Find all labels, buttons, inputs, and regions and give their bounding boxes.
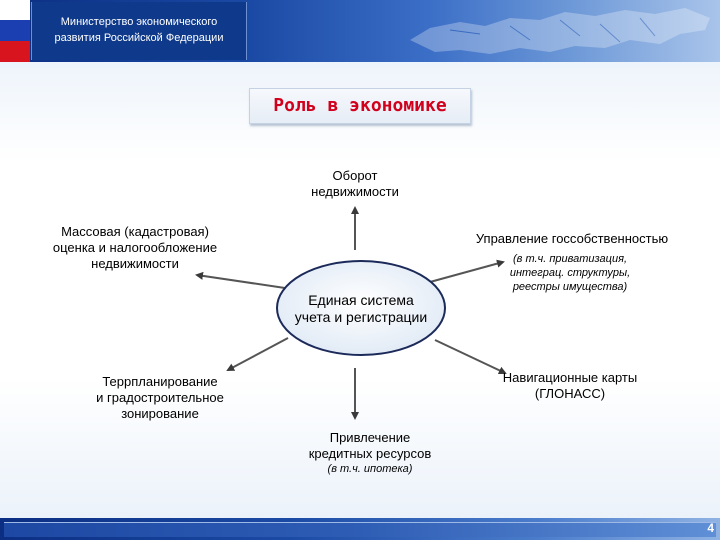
node-upper-right-note	[470, 252, 670, 294]
node-bottom-line1: Привлечение	[329, 430, 411, 445]
node-upper-right-title: Управление госсобственностью	[475, 231, 669, 246]
ministry-name-line2: развития Российской Федерации	[54, 32, 224, 44]
node-upper-left-line1: Массовая (кадастровая)	[61, 224, 209, 239]
center-line2: учета и регистрации	[294, 309, 428, 325]
node-bottom-line2: кредитных ресурсов	[308, 446, 432, 461]
node-top-line1: Оборот	[332, 168, 378, 183]
ministry-name-line1: Министерство экономического	[60, 16, 218, 28]
node-lower-left-line1: Террпланирование	[102, 374, 218, 389]
node-lower-left-line2: и градостроительное	[96, 390, 224, 405]
node-top-line2: недвижимости	[311, 184, 399, 199]
node-upper-right-note2: интеграц. структуры,	[509, 267, 631, 279]
node-bottom-note: (в т.ч. ипотека)	[327, 463, 413, 475]
node-upper-left-line2: оценка и налогообложение	[52, 240, 218, 255]
arrow-upper-left	[197, 275, 285, 288]
node-upper-right-note1: (в т.ч. приватизация,	[513, 253, 627, 265]
footer-stripe	[4, 522, 716, 537]
center-node-label	[274, 292, 448, 326]
node-bottom	[285, 430, 455, 462]
node-top	[285, 168, 425, 200]
slide-title: Роль в экономике	[249, 88, 471, 124]
node-lower-left-line3: зонирование	[121, 406, 199, 421]
node-upper-left	[30, 224, 240, 272]
node-lower-right	[470, 370, 670, 402]
node-lower-right-line1: Навигационные карты	[502, 370, 638, 385]
center-line1: Единая система	[308, 292, 414, 308]
node-upper-right	[452, 231, 692, 247]
node-lower-right-line2: (ГЛОНАСС)	[534, 386, 606, 401]
node-lower-left	[60, 374, 260, 422]
page-number: 4	[707, 521, 714, 535]
node-upper-right-note3: реестры имущества)	[512, 281, 628, 293]
node-upper-left-line3: недвижимости	[91, 256, 179, 271]
